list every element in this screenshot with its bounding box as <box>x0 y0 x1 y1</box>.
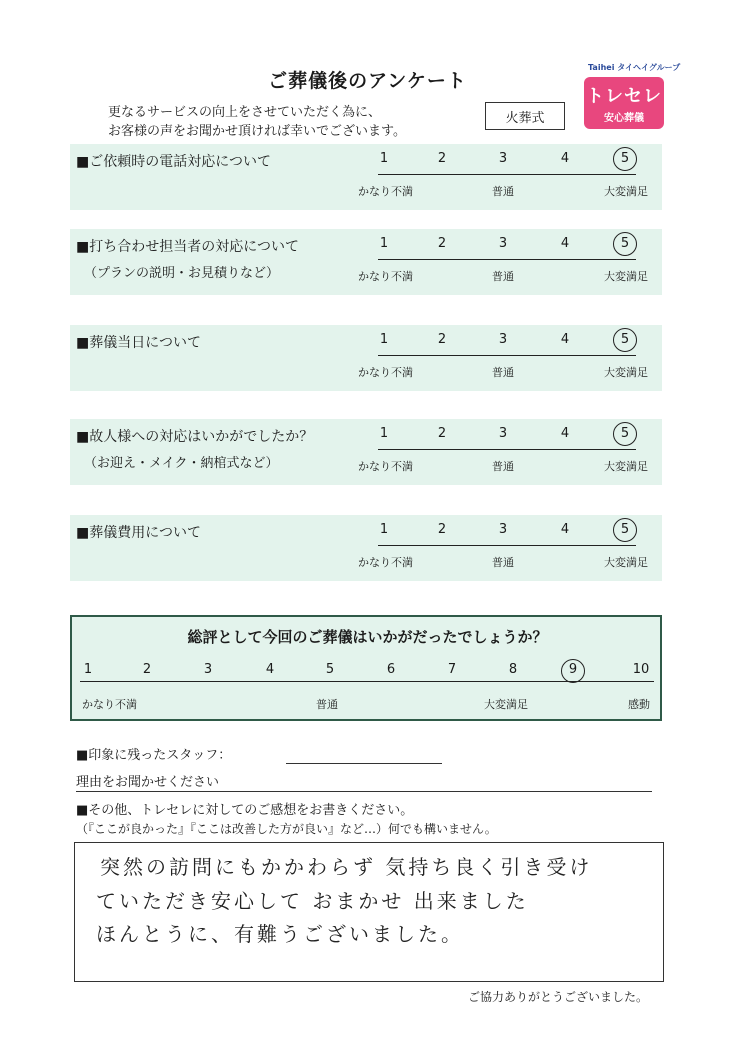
scale-number: 1 <box>379 426 389 441</box>
scale-caption-high: 大変満足 <box>604 185 648 198</box>
overall-caption-high: 大変満足 <box>484 698 528 711</box>
comment-line-3: ほんとうに、有難うございました。 <box>96 922 464 946</box>
scale-caption-low: かなり不満 <box>358 270 413 283</box>
scale-number: 5 <box>620 236 630 251</box>
scale-line <box>378 259 636 260</box>
scale-number: 2 <box>437 426 447 441</box>
scale-number: 4 <box>560 332 570 347</box>
scale-number: 4 <box>560 426 570 441</box>
overall-caption-mid: 普通 <box>316 698 338 711</box>
overall-scale-number: 2 <box>142 662 152 677</box>
overall-scale-number: 8 <box>508 662 518 677</box>
scale-number: 1 <box>379 332 389 347</box>
overall-title: 総評として今回のご葬儀はいかがだったでしょうか？ <box>187 628 548 646</box>
reason-answer-line <box>76 791 652 792</box>
scale-caption-mid: 普通 <box>492 366 514 379</box>
selected-answer-circle <box>613 147 637 171</box>
scale-caption-low: かなり不満 <box>358 366 413 379</box>
question-label: ■葬儀当日について <box>76 335 201 351</box>
scale-caption-high: 大変満足 <box>604 366 648 379</box>
scale-number: 4 <box>560 236 570 251</box>
staff-label: ■印象に残ったスタッフ： <box>76 748 232 763</box>
selected-answer-circle <box>613 232 637 256</box>
reason-label: 理由をお聞かせください <box>76 775 220 790</box>
comments-hint: （『ここが良かった』『ここは改善した方が良い』など…）何でも構いません。 <box>76 822 497 836</box>
scale-caption-high: 大変満足 <box>604 556 648 569</box>
scale-line <box>378 545 636 546</box>
overall-scale-number: 9 <box>568 662 578 677</box>
scale-number: 3 <box>498 332 508 347</box>
scale-number: 3 <box>498 426 508 441</box>
scale-number: 1 <box>379 236 389 251</box>
comments-label: ■その他、トレセレに対してのご感想をお書きください。 <box>76 803 414 818</box>
scale-number: 5 <box>620 151 630 166</box>
overall-scale-number: 5 <box>325 662 335 677</box>
scale-number: 2 <box>437 151 447 166</box>
scale-number: 3 <box>498 236 508 251</box>
intro-line-1: 更なるサービスの向上をさせていただく為に、 <box>108 105 382 120</box>
scale-number: 5 <box>620 522 630 537</box>
page-title: ご葬儀後のアンケート <box>268 70 467 92</box>
staff-answer-line <box>286 763 442 764</box>
scale-number: 5 <box>620 332 630 347</box>
scale-line <box>378 355 636 356</box>
question-label: ■打ち合わせ担当者の対応について <box>76 239 299 255</box>
scale-caption-mid: 普通 <box>492 460 514 473</box>
scale-caption-low: かなり不満 <box>358 460 413 473</box>
overall-scale-number: 4 <box>265 662 275 677</box>
overall-scale-number: 6 <box>386 662 396 677</box>
scale-line <box>378 174 636 175</box>
scale-number: 3 <box>498 151 508 166</box>
comment-line-2: ていただき安心して おまかせ 出来ました <box>96 889 529 913</box>
overall-scale-number: 1 <box>83 662 93 677</box>
logo-main-text: トレセレ <box>586 86 662 107</box>
overall-scale-number: 3 <box>203 662 213 677</box>
question-label: ■葬儀費用について <box>76 525 201 541</box>
scale-number: 5 <box>620 426 630 441</box>
scale-caption-mid: 普通 <box>492 556 514 569</box>
question-sub-label: （プランの説明・お見積りなど） <box>84 266 280 281</box>
intro-line-2: お客様の声をお聞かせ頂ければ幸いでございます。 <box>108 124 406 139</box>
brand-group-name: Taihei タイヘイグループ <box>588 63 681 72</box>
scale-number: 1 <box>379 151 389 166</box>
brand-logo <box>584 77 664 129</box>
overall-scale-number: 10 <box>632 662 650 677</box>
scale-number: 2 <box>437 522 447 537</box>
scale-line <box>378 449 636 450</box>
selected-answer-circle <box>613 328 637 352</box>
scale-number: 2 <box>437 236 447 251</box>
scale-caption-high: 大変満足 <box>604 270 648 283</box>
scale-number: 4 <box>560 522 570 537</box>
scale-number: 2 <box>437 332 447 347</box>
question-label: ■故人様への対応はいかがでしたか？ <box>76 429 314 445</box>
overall-caption-top: 感動 <box>628 698 650 711</box>
overall-caption-low: かなり不満 <box>82 698 137 711</box>
scale-caption-high: 大変満足 <box>604 460 648 473</box>
overall-scale-number: 7 <box>447 662 457 677</box>
scale-caption-low: かなり不満 <box>358 556 413 569</box>
footer-thanks: ご協力ありがとうございました。 <box>468 990 649 1004</box>
question-label: ■ご依頼時の電話対応について <box>76 154 271 170</box>
scale-number: 1 <box>379 522 389 537</box>
funeral-type-box <box>485 102 565 130</box>
selected-answer-circle <box>613 518 637 542</box>
comment-line-1: 突然の訪問にもかかわらず 気持ち良く引き受け <box>100 855 593 879</box>
funeral-type-label: 火葬式 <box>505 110 545 126</box>
scale-caption-low: かなり不満 <box>358 185 413 198</box>
selected-answer-circle <box>613 422 637 446</box>
overall-selected-circle <box>561 659 585 683</box>
logo-sub-text: 安心葬儀 <box>604 113 644 124</box>
question-sub-label: （お迎え・メイク・納棺式など） <box>84 456 279 471</box>
scale-number: 3 <box>498 522 508 537</box>
scale-caption-mid: 普通 <box>492 270 514 283</box>
scale-caption-mid: 普通 <box>492 185 514 198</box>
scale-number: 4 <box>560 151 570 166</box>
